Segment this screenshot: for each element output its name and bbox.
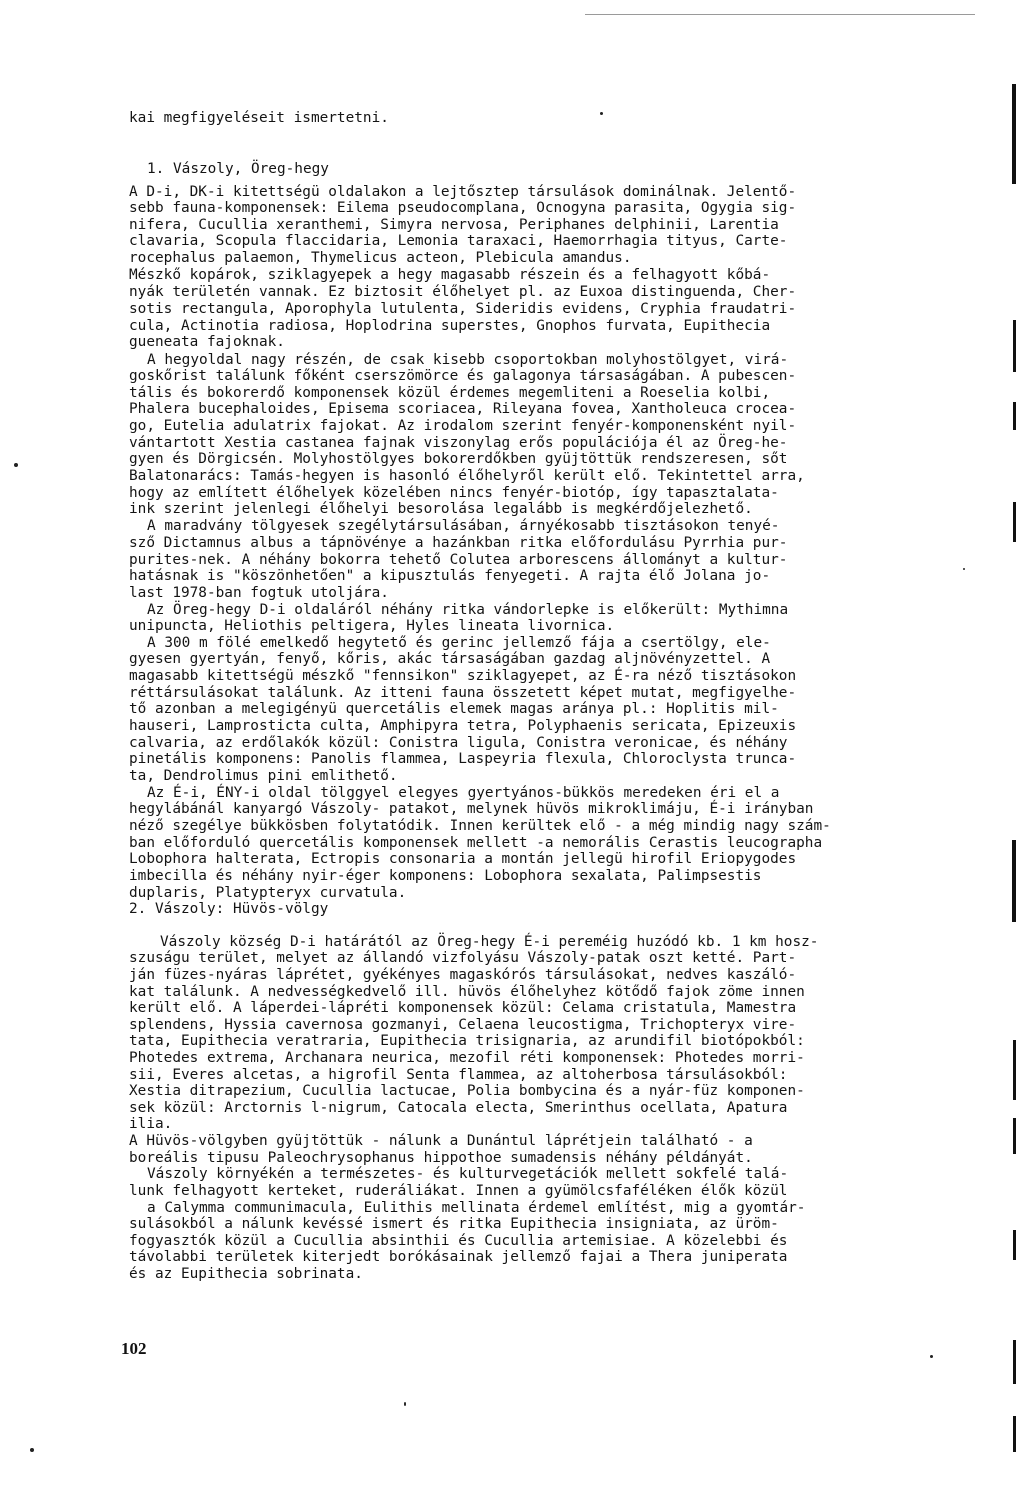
text-line: réttársulásokat találunk. Az itteni fauna összetett képet mutat, megfigyelhe- xyxy=(129,685,797,701)
text-line: Xestia ditrapezium, Cucullia lactucae, Polia bombycina és a nyár-füz komponen- xyxy=(129,1083,805,1099)
text-line: cula, Actinotia radiosa, Hoplodrina superstes, Gnophos furvata, Eupithecia xyxy=(129,318,771,334)
text-line: rocephalus palaemon, Thymelicus acteon, Plebicula amandus. xyxy=(129,250,632,266)
text-line: A Hüvös-völgyben gyüjtöttük - nálunk a Dunántul láprétjein található - a xyxy=(129,1133,753,1149)
scan-edge-mark xyxy=(1012,840,1016,922)
scan-edge-mark xyxy=(1013,1340,1016,1384)
page-number: 102 xyxy=(121,1339,147,1358)
text-line: hogy az említett élőhelyek közelében nincs fenyér-biotóp, így tapasztalata- xyxy=(129,485,779,501)
text-line: néző szegélye bükkösben folytatódik. Innen kerültek elő - a még mindig nagy szám- xyxy=(129,818,831,834)
scan-speck xyxy=(930,1355,933,1358)
scan-speck xyxy=(963,568,965,570)
text-line: last 1978-ban fogtuk utoljára. xyxy=(129,585,389,601)
text-line: Az É-i, ÉNY-i oldal tölggyel elegyes gyertyános-bükkös meredeken éri el a xyxy=(147,785,780,801)
text-line: 1. Vászoly, Öreg-hegy xyxy=(147,161,329,177)
text-line: sotis rectangula, Aporophyla lutulenta, Sideridis evidens, Cryphia fraudatri- xyxy=(129,301,797,317)
text-line: duplaris, Platypteryx curvatula. xyxy=(129,885,407,901)
text-line: ta, Dendrolimus pini emlithető. xyxy=(129,768,398,784)
text-line: kat találunk. A nedvességkedvelő ill. hüvös élőhelyhez kötődő fajok zöme innen xyxy=(129,984,805,1000)
text-line: ink szerint jelenlegi élőhelyi besorolása legalább is megkérdőjelezhető. xyxy=(129,501,753,517)
text-line: sző Dictamnus albus a tápnövénye a hazánkban ritka előfordulásu Pyrrhia pur- xyxy=(129,535,788,551)
text-line: sebb fauna-komponensek: Eilema pseudocomplana, Ocnogyna parasita, Ogygia sig- xyxy=(129,200,797,216)
scan-edge-mark xyxy=(1013,1416,1016,1452)
text-line: tális és bokorerdő komponensek közül érdemes megemliteni a Roeselia kolbi, xyxy=(129,385,771,401)
text-line: nifera, Cucullia xeranthemi, Simyra nervosa, Periphanes delphinii, Larentia xyxy=(129,217,779,233)
text-line: boreális tipusu Paleochrysophanus hippothoe sumadensis néhány példányát. xyxy=(129,1150,753,1166)
text-line: clavaria, Scopula flaccidaria, Lemonia taraxaci, Haemorrhagia tityus, Carte- xyxy=(129,233,788,249)
text-line: sulásokból a nálunk kevéssé ismert és ritka Eupithecia insigniata, az üröm- xyxy=(129,1216,779,1232)
text-line: hegylábánál kanyargó Vászoly- patakot, melynek hüvös mikroklimáju, É-i irányban xyxy=(129,801,814,817)
text-line: tata, Eupithecia veratraria, Eupithecia trisignaria, az arundifil biotópokból: xyxy=(129,1033,805,1049)
text-line: goskőrist találunk főként cserszömörce és galagonya társaságában. A pubescen- xyxy=(129,368,797,384)
scan-edge-mark xyxy=(1013,1118,1016,1154)
text-line: és az Eupithecia sobrinata. xyxy=(129,1266,363,1282)
scan-edge-mark xyxy=(1013,1040,1016,1100)
text-line: Phalera bucephaloides, Episema scoriacea, Rileyana fovea, Xantholeuca crocea- xyxy=(129,401,797,417)
text-line: Mészkő kopárok, sziklagyepek a hegy magasabb részein és a felhagyott kőbá- xyxy=(129,267,771,283)
scan-speck xyxy=(14,463,18,467)
scan-edge-mark xyxy=(1013,402,1016,430)
text-line: A maradvány tölgyesek szegélytársulásában, árnyékosabb tisztásokon tenyé- xyxy=(147,518,780,534)
text-line: magasabb kitettségü mészkő "fennsikon" sziklagyepet, az É-ra néző tisztásokon xyxy=(129,668,797,684)
text-line: A D-i, DK-i kitettségü oldalakon a lejtősztep társulások dominálnak. Jelentő- xyxy=(129,184,797,200)
text-line: Az Öreg-hegy D-i oldaláról néhány ritka vándorlepke is előkerült: Mythimna xyxy=(147,602,789,618)
text-line: Lobophora halterata, Ectropis consonaria a montán jellegü hirofil Eriopygodes xyxy=(129,851,797,867)
text-line: gyesen gyertyán, fenyő, kőris, akác társaságában gazdag aljnövényzettel. A xyxy=(129,651,771,667)
text-line: go, Eutelia adulatrix fajokat. Az irodalom szerint fenyér-komponensként nyil- xyxy=(129,418,797,434)
text-line: szuságu terület, melyet az állandó vizfolyásu Vászoly-patak oszt ketté. Part- xyxy=(129,950,797,966)
text-line: purites-nek. A néhány bokorra tehető Colutea arborescens állományt a kultur- xyxy=(129,552,788,568)
scan-edge-mark xyxy=(1012,84,1016,184)
scan-top-rule xyxy=(585,14,975,15)
text-line: unipuncta, Heliothis peltigera, Hyles lineata livornica. xyxy=(129,618,615,634)
text-line: A 300 m fölé emelkedő hegytető és gerinc jellemző fája a csertölgy, ele- xyxy=(147,635,771,651)
text-line: került elő. A láperdei-lápréti komponensek közül: Celama cristatula, Mamestra xyxy=(129,1000,797,1016)
text-line: imbecilla és néhány nyir-éger komponens: Lobophora sexalata, Palimpsestis xyxy=(129,868,762,884)
text-line: a Calymma communimacula, Eulithis mellinata érdemel említést, mig a gyomtár- xyxy=(147,1200,806,1216)
scan-speck xyxy=(30,1448,34,1452)
text-line: calvaria, az erdőlakók közül: Conistra ligula, Conistra veronicae, és néhány xyxy=(129,735,788,751)
text-line: sii, Everes alcetas, a higrofil Senta flammea, az altoherbosa társulásokból: xyxy=(129,1067,788,1083)
text-line: hatásnak is "köszönhetően" a kipusztulás fenyegeti. A rajta élő Jolana jo- xyxy=(129,568,771,584)
text-line: gueneata fajoknak. xyxy=(129,334,285,350)
text-line: vántartott Xestia castanea fajnak viszonylag erős populációja él az Öreg-he- xyxy=(129,435,788,451)
text-line: ján füzes-nyáras láprétet, gyékényes magaskórós társulásokat, nedves kaszáló- xyxy=(129,967,797,983)
scan-edge-mark xyxy=(1013,320,1016,372)
text-line: pinetális komponens: Panolis flammea, Laspeyria flexula, Chloroclysta trunca- xyxy=(129,751,797,767)
text-line: távolabbi területek kiterjedt borókásainak jellemző fajai a Thera juniperata xyxy=(129,1249,788,1265)
text-line: lunk felhagyott kerteket, ruderáliákat. Innen a gyümölcsfaféléken élők közül xyxy=(129,1183,788,1199)
text-line: ban előforduló quercetális komponensek mellett -a nemorális Cerastis leucographa xyxy=(129,835,823,851)
text-line: tő azonban a melegigényü quercetális elemek magas aránya pl.: Hoplitis mil- xyxy=(129,701,779,717)
text-line: Photedes extrema, Archanara neurica, mezofil réti komponensek: Photedes morri- xyxy=(129,1050,805,1066)
text-line: sek közül: Arctornis l-nigrum, Catocala electa, Smerinthus ocellata, Apatura xyxy=(129,1100,788,1116)
text-line: gyen és Dörgicsén. Molyhostölgyes bokorerdőkben gyüjtöttük rendszeresen, sőt xyxy=(129,451,788,467)
text-line: 2. Vászoly: Hüvös-völgy xyxy=(129,901,329,917)
text-line: ilia. xyxy=(129,1116,173,1132)
scan-edge-mark xyxy=(1013,502,1016,542)
text-line: nyák területén vannak. Ez biztosit élőhelyet pl. az Euxoa distinguenda, Cher- xyxy=(129,284,797,300)
text-line: splendens, Hyssia cavernosa gozmanyi, Celaena leucostigma, Trichopteryx vire- xyxy=(129,1017,797,1033)
scan-speck xyxy=(600,112,603,115)
scan-speck xyxy=(404,1402,406,1406)
text-line: Balatonarács: Tamás-hegyen is hasonló élőhelyről került elő. Tekintettel arra, xyxy=(129,468,805,484)
text-line: Vászoly község D-i határától az Öreg-hegy É-i pereméig huzódó kb. 1 km hosz- xyxy=(160,934,819,950)
text-line: kai megfigyeléseit ismertetni. xyxy=(129,110,389,126)
text-line: A hegyoldal nagy részén, de csak kisebb csoportokban molyhostölgyet, virá- xyxy=(147,352,789,368)
text-line: Vászoly környékén a természetes- és kulturvegetációk mellett sokfelé talá- xyxy=(147,1166,789,1182)
text-line: fogyasztók közül a Cucullia absinthii és Cucullia artemisiae. A közelebbi és xyxy=(129,1233,788,1249)
scan-edge-mark xyxy=(1013,1230,1016,1260)
text-line: hauseri, Lamprosticta culta, Amphipyra tetra, Polyphaenis sericata, Epizeuxis xyxy=(129,718,797,734)
